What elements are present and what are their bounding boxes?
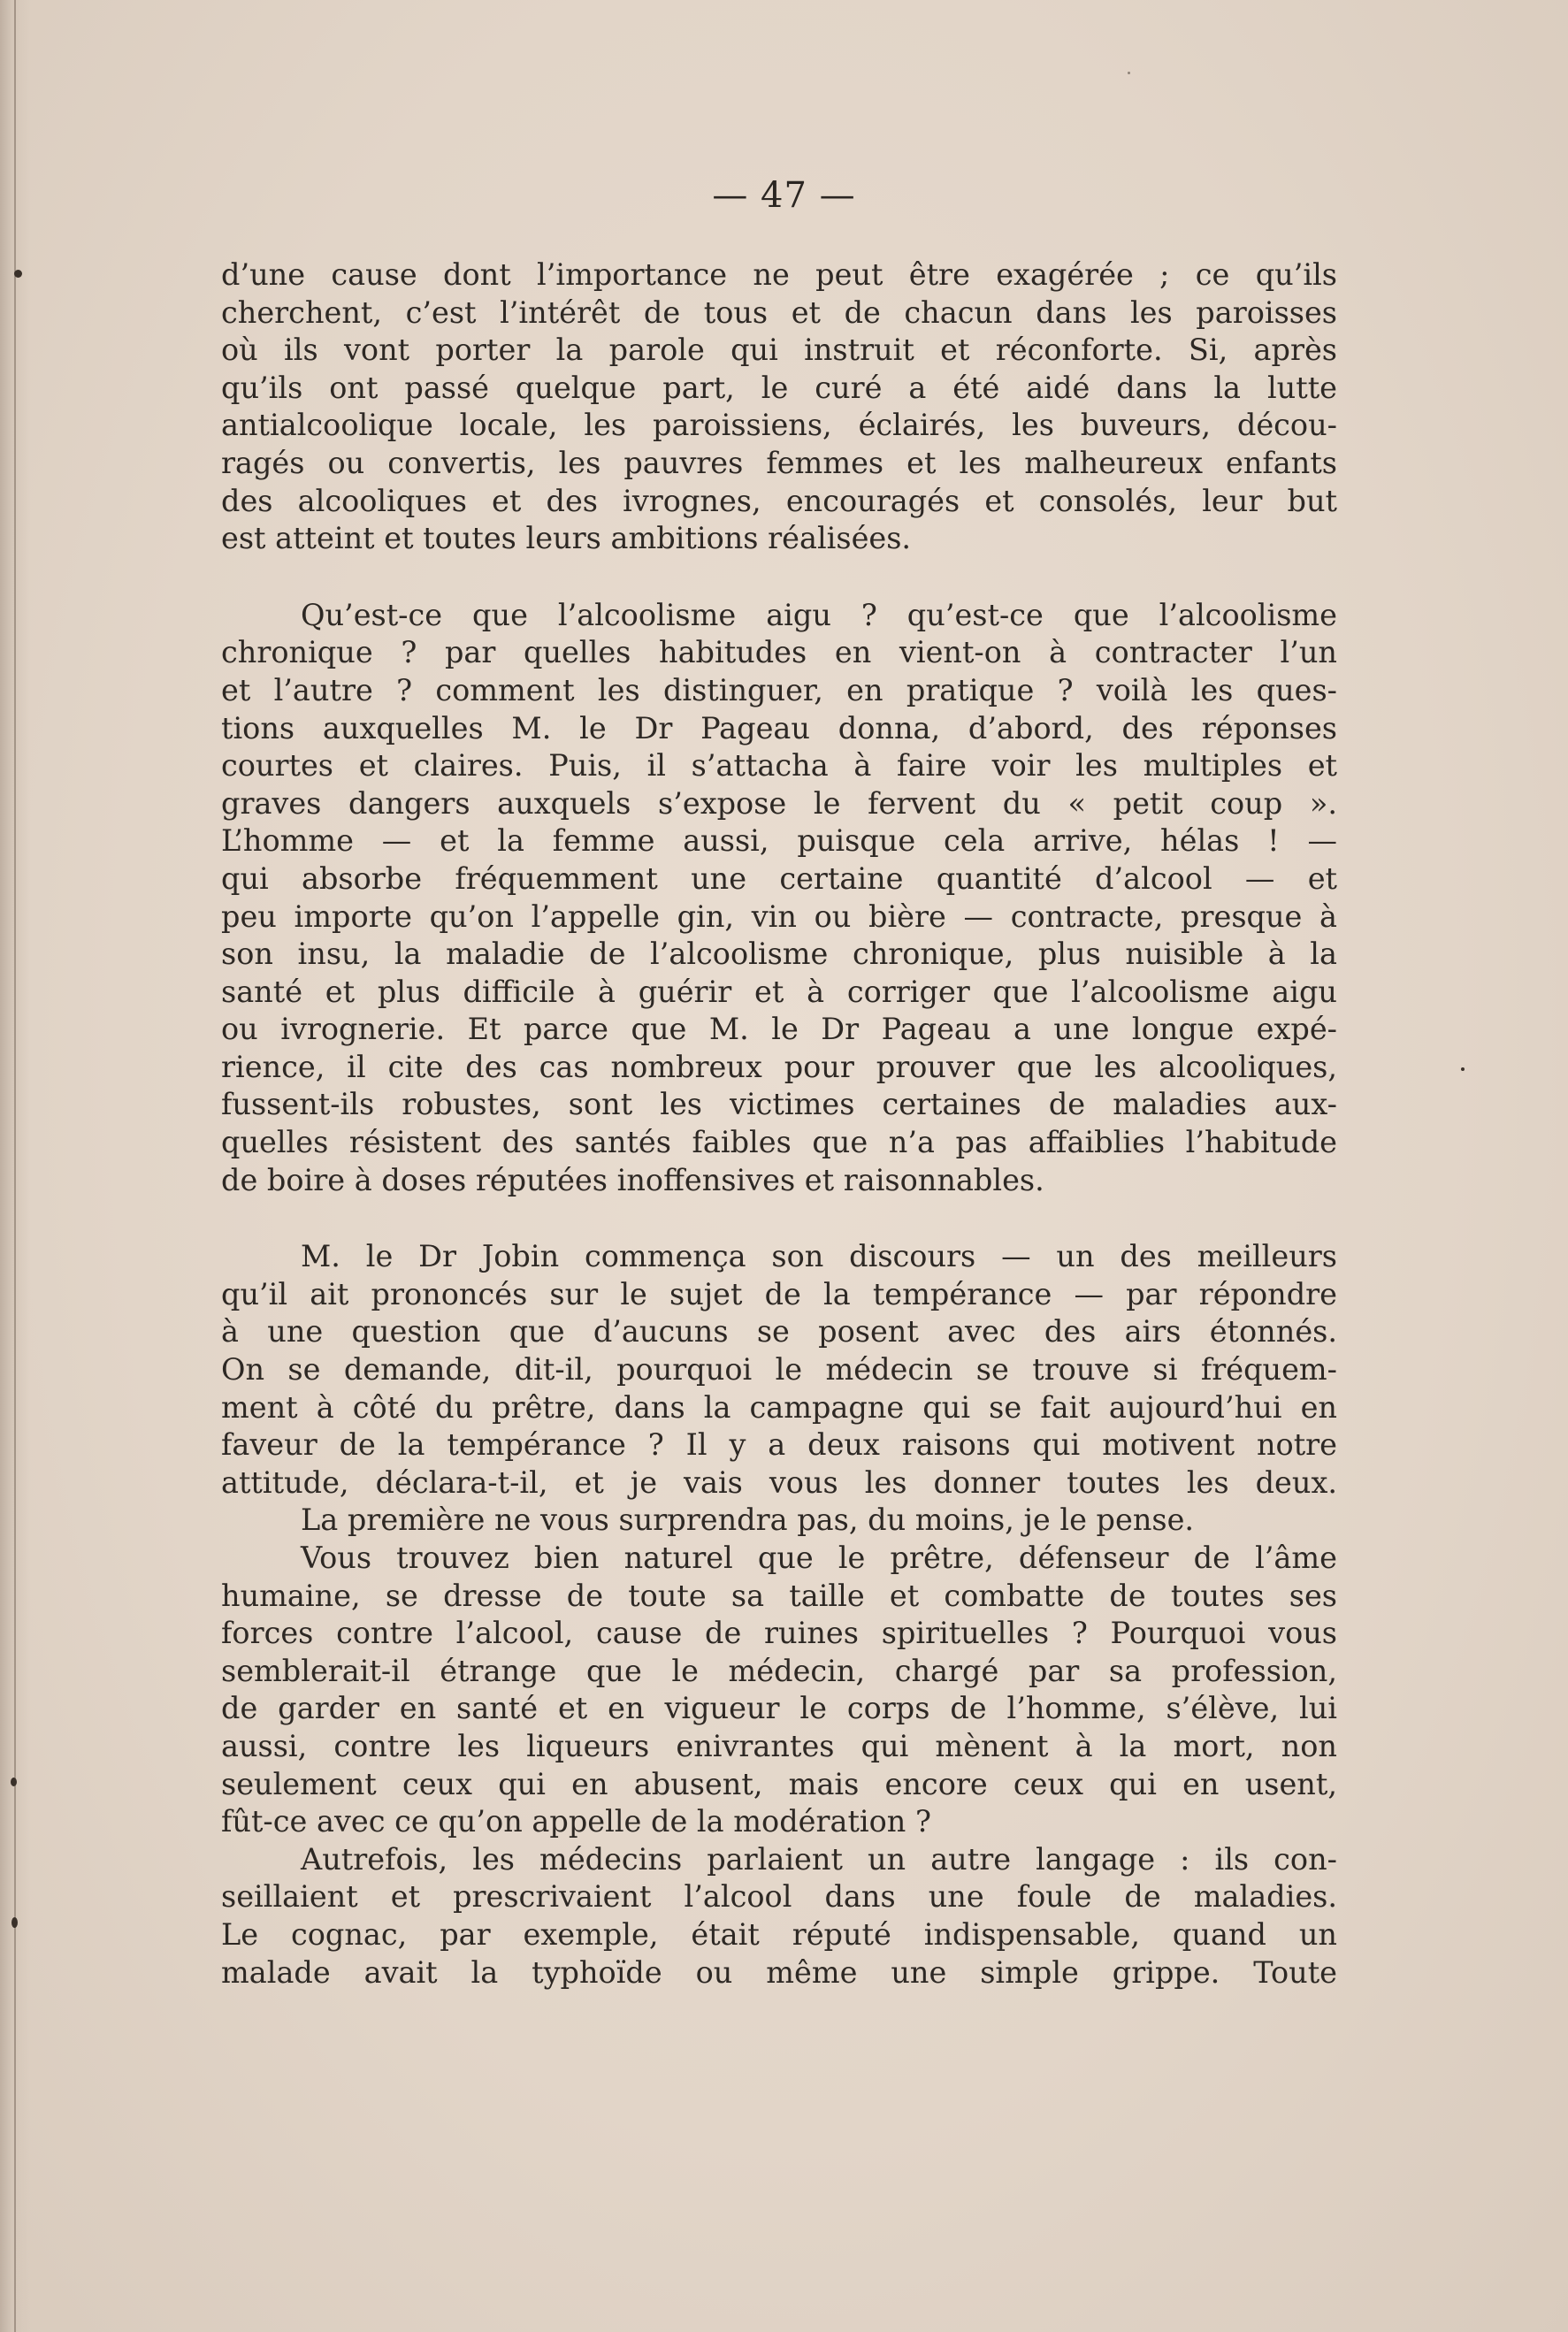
text-line: semblerait-il étrange que le médecin, chargé par sa profession,	[221, 1653, 1337, 1688]
text-line: faveur de la tempérance ? Il y a deux raisons qui motivent notre	[221, 1427, 1337, 1463]
body-text	[221, 256, 1337, 1992]
text-line: rience, il cite des cas nombreux pour prouver que les alcooliques,	[221, 1049, 1337, 1084]
ink-speck	[1128, 72, 1130, 74]
text-line: qu’ils ont passé quelque part, le curé a été aidé dans la lutte	[221, 370, 1337, 405]
text-line: cherchent, c’est l’intérêt de tous et de chacun dans les paroisses	[221, 294, 1337, 330]
text-line: chronique ? par quelles habitudes en vient-on à contracter l’un	[221, 635, 1337, 670]
page-number: — 47 —	[712, 175, 856, 216]
text-line: humaine, se dresse de toute sa taille et combatte de toutes ses	[221, 1578, 1337, 1613]
text-line: santé et plus difficile à guérir et à corriger que l’alcoolisme aigu	[221, 974, 1337, 1009]
text-line: fût-ce avec ce qu’on appelle de la modération ?	[221, 1804, 931, 1839]
paragraph	[221, 256, 1337, 558]
paragraph	[221, 1841, 1337, 1992]
text-line: quelles résistent des santés faibles que n’a pas affaiblies l’habitude	[221, 1125, 1337, 1160]
paragraph	[221, 597, 1337, 1200]
text-line: des alcooliques et des ivrognes, encouragés et consolés, leur but	[221, 483, 1337, 518]
text-line: M. le Dr Jobin commença son discours — un des meilleurs	[301, 1239, 1337, 1274]
text-line: La première ne vous surprendra pas, du moins, je le pense.	[301, 1502, 1195, 1538]
text-line: de garder en santé et en vigueur le corps de l’homme, s’élève, lui	[221, 1691, 1337, 1726]
text-line: Vous trouvez bien naturel que le prêtre, défenseur de l’âme	[301, 1541, 1337, 1575]
text-line: seulement ceux qui en abusent, mais encore ceux qui en usent,	[221, 1766, 1337, 1801]
paragraph	[221, 1502, 1337, 1540]
text-line: attitude, déclara-t-il, et je vais vous les donner toutes les deux.	[221, 1464, 1337, 1500]
paragraph-gap	[221, 1199, 1337, 1238]
paragraph	[221, 1238, 1337, 1502]
text-line: seillaient et prescrivaient l’alcool dans une foule de maladies.	[221, 1879, 1337, 1915]
text-line: ragés ou convertis, les pauvres femmes et les malheureux enfants	[221, 445, 1337, 480]
text-line: malade avait la typhoïde ou même une simple grippe. Toute	[221, 1954, 1337, 1990]
text-line: ment à côté du prêtre, dans la campagne qui se fait aujourd’hui en	[221, 1389, 1337, 1425]
text-line: On se demande, dit-il, pourquoi le médecin se trouve si fréquem-	[221, 1352, 1337, 1388]
ink-speck	[11, 1778, 17, 1786]
text-line: et l’autre ? comment les distinguer, en pratique ? voilà les ques-	[221, 672, 1337, 707]
text-line: courtes et claires. Puis, il s’attacha à faire voir les multiples et	[221, 748, 1337, 784]
text-line: à une question que d’aucuns se posent avec des airs étonnés.	[221, 1314, 1337, 1350]
text-line: qui absorbe fréquemment une certaine quantité d’alcool — et	[221, 860, 1337, 896]
text-line: d’une cause dont l’importance ne peut être exagérée ; ce qu’ils	[221, 257, 1337, 292]
binding-line	[14, 0, 16, 2332]
paragraph	[221, 1540, 1337, 1841]
text-line: L’homme — et la femme aussi, puisque cela arrive, hélas ! —	[221, 823, 1337, 859]
text-line: antialcoolique locale, les paroissiens, éclairés, les buveurs, décou-	[221, 408, 1337, 443]
text-line: forces contre l’alcool, cause de ruines spirituelles ? Pourquoi vous	[221, 1616, 1337, 1651]
text-line: ou ivrognerie. Et parce que M. le Dr Pageau a une longue expé-	[221, 1012, 1337, 1047]
paragraph-gap	[221, 558, 1337, 597]
text-line: Autrefois, les médecins parlaient un autre langage : ils con-	[301, 1841, 1337, 1877]
text-line: de boire à doses réputées inoffensives et raisonnables.	[221, 1162, 1044, 1197]
text-line: qu’il ait prononcés sur le sujet de la tempérance — par répondre	[221, 1276, 1337, 1311]
ink-speck	[11, 1917, 18, 1928]
text-line: où ils vont porter la parole qui instruit et réconforte. Si, après	[221, 333, 1337, 368]
ink-speck	[14, 270, 22, 278]
text-line: tions auxquelles M. le Dr Pageau donna, d’abord, des réponses	[221, 710, 1337, 745]
text-line: aussi, contre les liqueurs enivrantes qui mènent à la mort, non	[221, 1728, 1337, 1763]
text-line: fussent-ils robustes, sont les victimes certaines de maladies aux-	[221, 1087, 1337, 1122]
text-line: est atteint et toutes leurs ambitions réalisées.	[221, 521, 912, 556]
text-line: graves dangers auxquels s’expose le fervent du « petit coup ».	[221, 785, 1337, 821]
ink-speck	[1461, 1067, 1465, 1071]
text-line: peu importe qu’on l’appelle gin, vin ou bière — contracte, presque à	[221, 898, 1337, 934]
text-line: son insu, la maladie de l’alcoolisme chronique, plus nuisible à la	[221, 937, 1337, 972]
text-line: Le cognac, par exemple, était réputé indispensable, quand un	[221, 1916, 1337, 1952]
text-line: Qu’est-ce que l’alcoolisme aigu ? qu’est-ce que l’alcoolisme	[301, 597, 1337, 632]
